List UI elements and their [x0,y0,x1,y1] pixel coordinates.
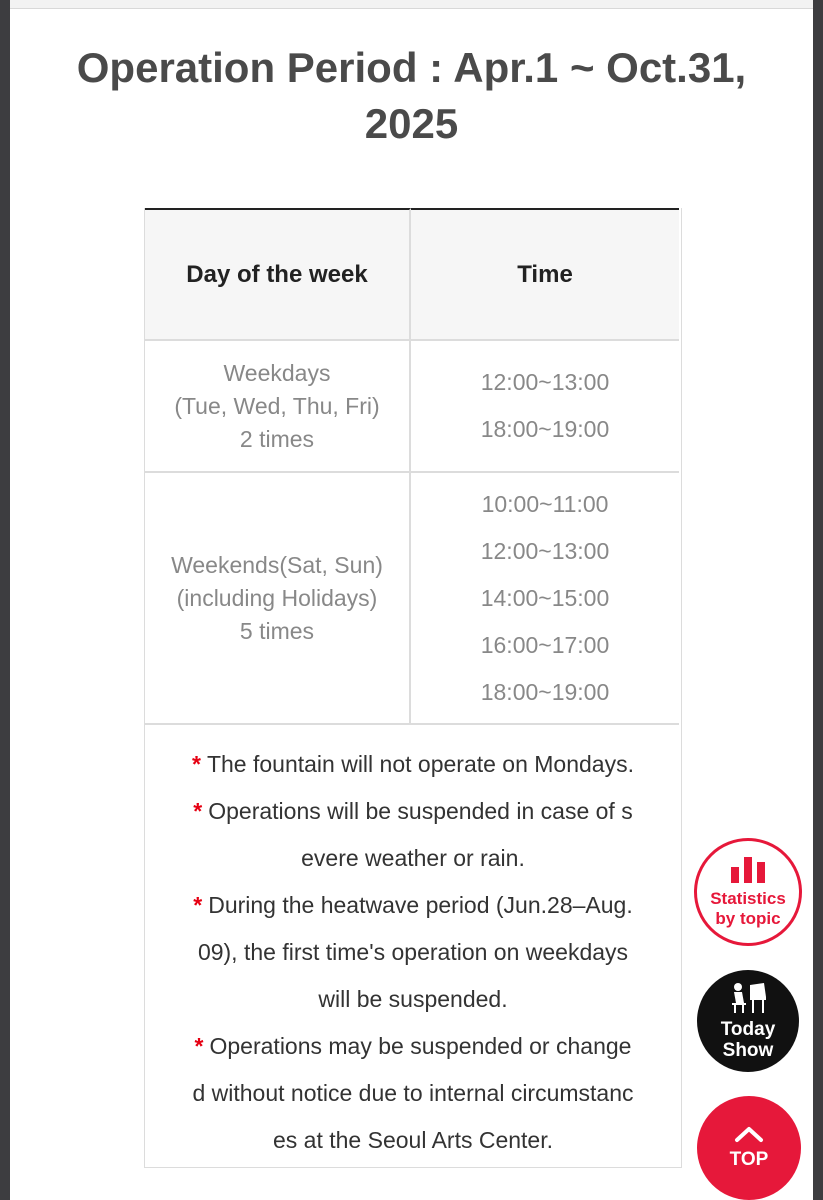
weekend-label: Weekends(Sat, Sun) [171,551,383,578]
note-line [155,741,671,788]
time-slot: 16:00~17:00 [480,631,610,658]
weekday-count: 2 times [239,425,315,452]
chevron-up-icon [734,1125,764,1143]
note-line [155,788,671,835]
asterisk-marker: * [193,798,203,824]
notes-cell [145,725,681,1167]
window-frame-left [0,0,10,1200]
time-slot: 10:00~11:00 [481,490,609,517]
asterisk-marker: * [193,892,203,918]
statistics-button-label: Statistics by topic [710,889,786,928]
note-text: Operations will be suspended in case of s [208,798,633,824]
top-button-label: TOP [729,1149,769,1170]
note-line: will be suspended. [318,986,508,1012]
bar-chart-icon [728,855,768,883]
note-line: es at the Seoul Arts Center. [273,1127,553,1153]
note-line: d without notice due to internal circumstanc [192,1080,634,1106]
top-divider [10,8,813,9]
table-row-weekends [145,473,681,725]
piano-player-icon [726,981,770,1015]
asterisk-marker: * [192,751,201,777]
weekday-label: Weekdays [223,359,331,386]
weekday-days: (Tue, Wed, Thu, Fri) [174,392,380,419]
statistics-by-topic-button[interactable] [694,838,802,946]
weekend-day-cell [145,473,411,725]
table-row-weekdays [145,341,681,473]
time-slot: 18:00~19:00 [480,678,610,705]
table-header-row [145,208,681,341]
weekday-time-cell [411,341,679,473]
time-slot: 18:00~19:00 [480,416,610,442]
header-day-of-week: Day of the week [145,208,411,341]
window-frame-right [813,0,823,1200]
weekend-holidays: (including Holidays) [176,584,378,611]
note-text: The fountain will not operate on Mondays. [206,751,634,777]
page-title-line2: 2025 [364,100,459,147]
scroll-to-top-button[interactable] [697,1096,801,1200]
weekend-time-cell [411,473,679,725]
schedule-table [144,208,682,1168]
weekend-count: 5 times [239,617,315,644]
today-show-label: Today Show [720,1019,776,1061]
note-line: evere weather or rain. [301,845,525,871]
asterisk-marker: * [194,1033,204,1059]
time-slot: 12:00~13:00 [480,537,610,564]
weekday-day-cell [145,341,411,473]
time-slot: 14:00~15:00 [480,584,610,611]
note-line: 09), the first time's operation on weekdays [197,939,629,965]
note-text: Operations may be suspended or change [209,1033,632,1059]
header-time: Time [411,208,679,341]
note-line [155,882,671,929]
page-title [10,40,813,152]
note-line [155,1023,671,1070]
time-slot: 12:00~13:00 [480,369,610,395]
today-show-button[interactable] [697,970,799,1072]
note-text: During the heatwave period (Jun.28–Aug. [208,892,633,918]
page-title-line1: Operation Period : Apr.1 ~ Oct.31, [76,44,747,91]
